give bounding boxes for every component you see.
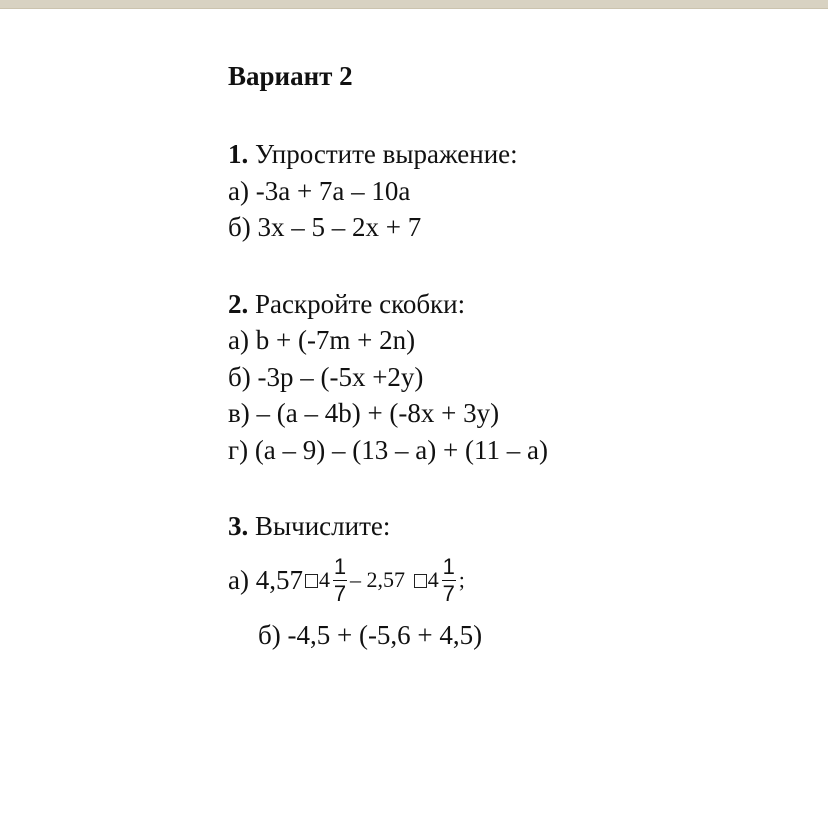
fraction-1-denominator: 7 <box>333 581 347 606</box>
task-2-heading <box>228 286 808 323</box>
fraction-1 <box>333 555 347 606</box>
task-3-a-factor-1: 4 <box>318 567 330 593</box>
task-3-a-prefix: а) 4,57 <box>228 565 303 596</box>
fraction-2 <box>442 555 456 606</box>
missing-symbol-box-icon <box>305 574 318 588</box>
task-3-item-b: б) -4,5 + (-5,6 + 4,5) <box>258 619 483 650</box>
task-3-heading <box>228 508 808 545</box>
task-3-number: 3. <box>228 511 249 541</box>
task-1-heading-text: Упростите выражение: <box>255 139 518 169</box>
task-2-item-b: б) -3р – (-5х +2у) <box>228 361 424 392</box>
task-3-item-a <box>228 545 808 617</box>
task-1-item-b: б) 3х – 5 – 2х + 7 <box>228 212 422 242</box>
task-2-number: 2. <box>228 288 249 319</box>
task-2-item-d: г) (а – 9) – (13 – а) + (11 – а) <box>228 434 548 465</box>
task-1-item-a: а) -3а + 7а – 10а <box>228 175 411 206</box>
missing-symbol-box-icon-2 <box>414 574 427 588</box>
task-2 <box>228 286 808 469</box>
task-3 <box>228 508 808 653</box>
task-2-item-a: а) b + (-7m + 2n) <box>228 325 416 355</box>
task-3-a-mid: – 2,57 <box>349 567 405 593</box>
task-1-number: 1. <box>228 139 249 169</box>
fraction-2-denominator: 7 <box>442 581 455 606</box>
task-1 <box>228 136 808 246</box>
task-1-heading <box>228 136 808 173</box>
task-3-heading-text: Вычислите: <box>255 511 391 541</box>
task-2-heading-text: Раскройте скобки: <box>255 288 466 319</box>
worksheet <box>228 56 808 653</box>
variant-title: Вариант 2 <box>228 61 353 91</box>
task-3-a-suffix: ; <box>458 567 465 593</box>
task-3-a-factor-2: 4 <box>427 567 439 593</box>
top-border-strip <box>0 0 828 9</box>
fraction-2-numerator: 1 <box>442 554 455 579</box>
task-2-item-c: в) – (а – 4b) + (-8х + 3у) <box>228 398 500 428</box>
fraction-1-numerator: 1 <box>333 554 347 579</box>
